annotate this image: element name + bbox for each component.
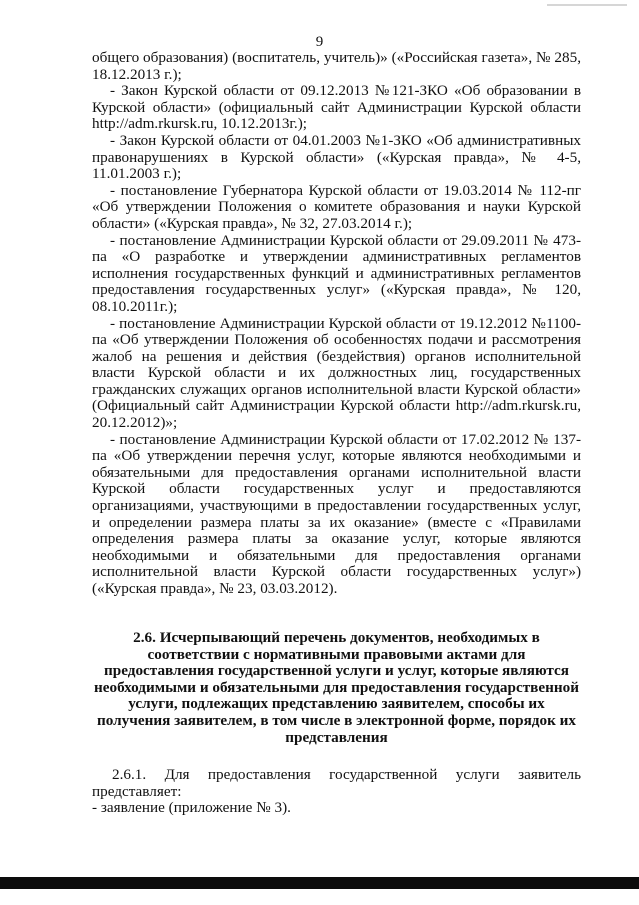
paragraph: - постановление Администрации Курской области от 17.02.2012 № 137-па «Об утверждении перечня услуг, которые являются необходимыми и обязательными для предоставления органами исполнительной власти Курской области государственных услуг и предоставляются организациями, участвующими в предоставлении государственных услуг, и определении размера платы за их оказание» (вместе с «Правилами определения размера платы за оказание услуг, которые являются необходимыми и обязательными для предоставления органами исполнительной власти Курской области государственных услуг») («Курская правда», № 23, 03.03.2012). (92, 430, 581, 597)
paragraph: - постановление Администрации Курской области от 29.09.2011 № 473-па «О разработке и утверждении административных регламентов исполнения государственных функций и административных регламентов предоставления государственных услуг» («Курская правда», № 120, 08.10.2011г.); (92, 231, 581, 315)
section-body (92, 767, 581, 817)
paragraph: - постановление Губернатора Курской области от 19.03.2014 № 112-пг «Об утверждении Положения о комитете образования и науки Курской области» («Курская правда», № 32, 27.03.2014 г.); (92, 181, 581, 232)
paragraph: - заявление (приложение № 3). (92, 799, 291, 817)
paragraph: - Закон Курской области от 04.01.2003 №1-ЗКО «Об административных правонарушениях в Курской области» («Курская правда», № 4-5, 11.01.2003 г.); (92, 131, 581, 183)
scan-border-bar (0, 877, 639, 889)
scan-artifact (547, 4, 627, 6)
section-title: 2.6. Исчерпывающий перечень документов, необходимых в соответствии с нормативными правовыми актами для предоставления государственной услуги и услуг, которые являются необходимыми и обязательными для предоставления государственной услуги, подлежащих представлению заявителем, способы их получения заявителем, в том числе в электронной форме, порядок их представления (94, 629, 579, 746)
paragraph: - постановление Администрации Курской области от 19.12.2012 №1100-па «Об утверждении Положения об особенностях подачи и рассмотрения жалоб на решения и действия (бездействия) органов исполнительной власти Курской области и их должностных лиц, государственных гражданских служащих органов исполнительной власти Курской области» (Официальный сайт Администрации Курской области http://adm.rkursk.ru, 20.12.2012)»; (92, 314, 581, 432)
paragraph: - Закон Курской области от 09.12.2013 №121-ЗКО «Об образовании в Курской области» (официальный сайт Администрации Курской области http://adm.rkursk.ru, 10.12.2013г.); (92, 82, 581, 133)
paragraph: общего образования) (воспитатель, учитель)» («Российская газета», № 285, 18.12.2013 г.); (92, 49, 581, 83)
paragraph: 2.6.1. Для предоставления государственной услуги заявитель представляет: (92, 766, 581, 800)
page-number: 9 (315, 34, 324, 50)
legal-acts-list (92, 50, 581, 598)
